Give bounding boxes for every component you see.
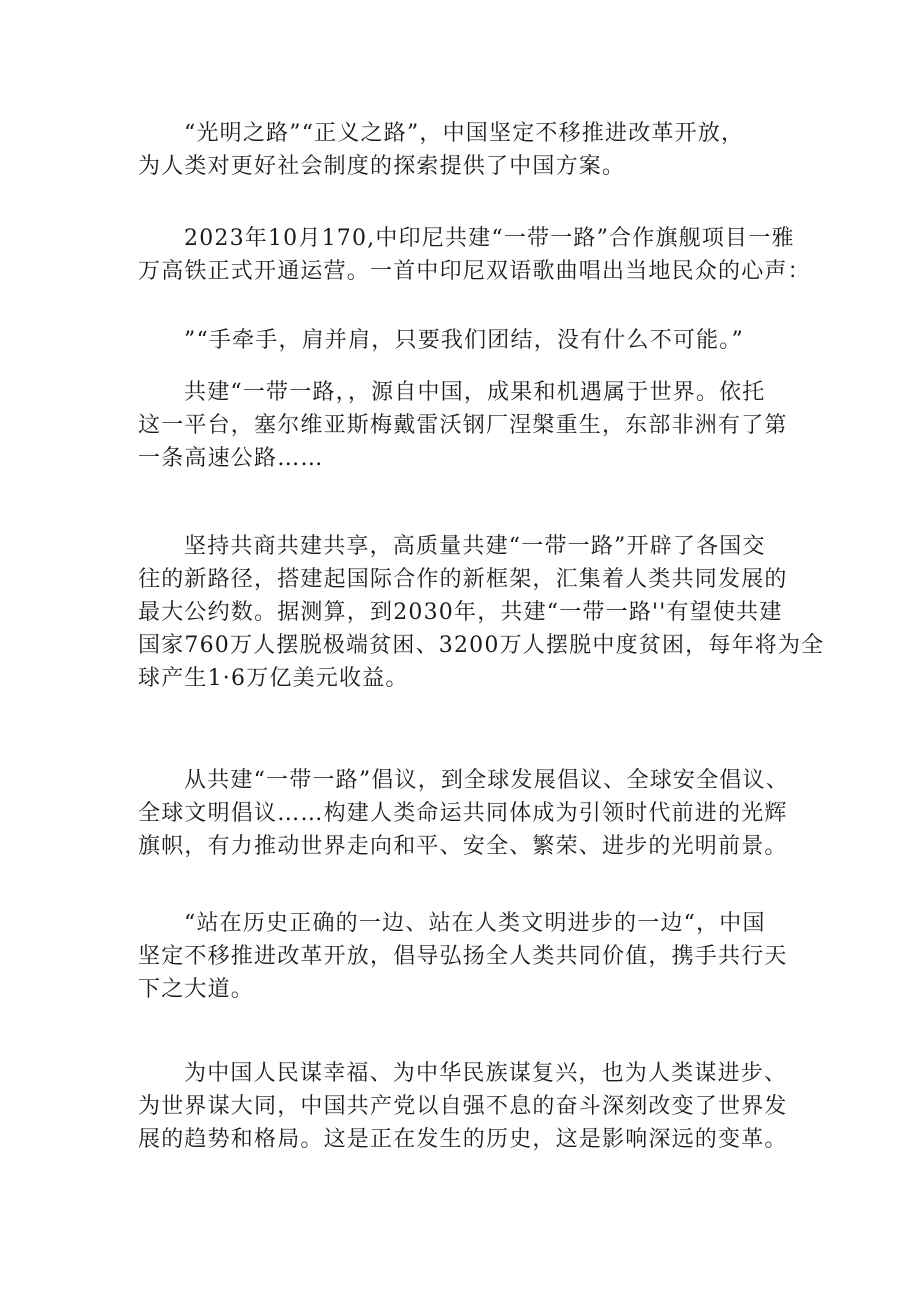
- paragraph-line: 展的趋势和格局。这是正在发生的历史，这是影响深远的变革。: [138, 1127, 788, 1152]
- paragraph-line: 2023年10月170,中印尼共建“一带一路”合作旗舰项目一雅: [184, 226, 795, 251]
- paragraph-line: 万高铁正式开通运营。一首中印尼双语歌曲唱出当地民众的心声：: [138, 259, 811, 284]
- paragraph-line: 从共建“一带一路”倡议，到全球发展倡议、全球安全倡议、: [184, 768, 789, 793]
- paragraph-line: 一条高速公路……: [138, 446, 324, 471]
- paragraph-6: [138, 764, 798, 863]
- paragraph-line: 这一平台，塞尔维亚斯梅戴雷沃钢厂涅槃重生，东部非洲有了第: [138, 413, 788, 438]
- paragraph-5: [138, 530, 825, 695]
- paragraph-line: 往的新路径，搭建起国际合作的新框架，汇集着人类共同发展的: [138, 567, 788, 592]
- paragraph-line: 为世界谋大同，中国共产党以自强不息的奋斗深刻改变了世界发: [138, 1094, 788, 1119]
- paragraph-line: 国家760万人摆脱极端贫困、3200万人摆脱中度贫困，每年将为全: [138, 633, 825, 658]
- paragraph-3: [138, 324, 798, 357]
- paragraph-8: [138, 1057, 798, 1156]
- paragraph-line: 全球文明倡议……构建人类命运共同体成为引领时代前进的光辉: [138, 801, 788, 826]
- paragraph-line: 坚持共商共建共享，高质量共建“一带一路”开辟了各国交: [184, 534, 766, 559]
- paragraph-line: 旗帜，有力推动世界走向和平、安全、繁荣、进步的光明前景。: [138, 834, 788, 859]
- paragraph-line: 下之大道。: [138, 977, 255, 1002]
- paragraph-1: [138, 117, 798, 183]
- paragraph-4: [138, 376, 798, 475]
- paragraph-2: [138, 222, 811, 288]
- paragraph-line: “光明之路”“正义之路”，中国坚定不移推进改革开放，: [184, 121, 745, 146]
- paragraph-line: 球产生1·6万亿美元收益。: [138, 666, 409, 691]
- paragraph-7: [138, 907, 798, 1006]
- paragraph-line: 坚定不移推进改革开放，倡导弘扬全人类共同价值，携手共行天: [138, 944, 788, 969]
- paragraph-line: 为人类对更好社会制度的探索提供了中国方案。: [138, 154, 626, 179]
- paragraph-line: ”“手牵手，肩并肩，只要我们团结，没有什么不可能。”: [184, 328, 744, 353]
- paragraph-line: “站在历史正确的一边、站在人类文明进步的一边“，中国: [184, 911, 766, 936]
- paragraph-line: 为中国人民谋幸福、为中华民族谋复兴，也为人类谋进步、: [184, 1061, 788, 1086]
- paragraph-line: 共建“一带一路，，源自中国，成果和机遇属于世界。依托: [184, 380, 766, 405]
- paragraph-line: 最大公约数。据测算，到2030年，共建“一带一路''有望使共建: [138, 600, 783, 625]
